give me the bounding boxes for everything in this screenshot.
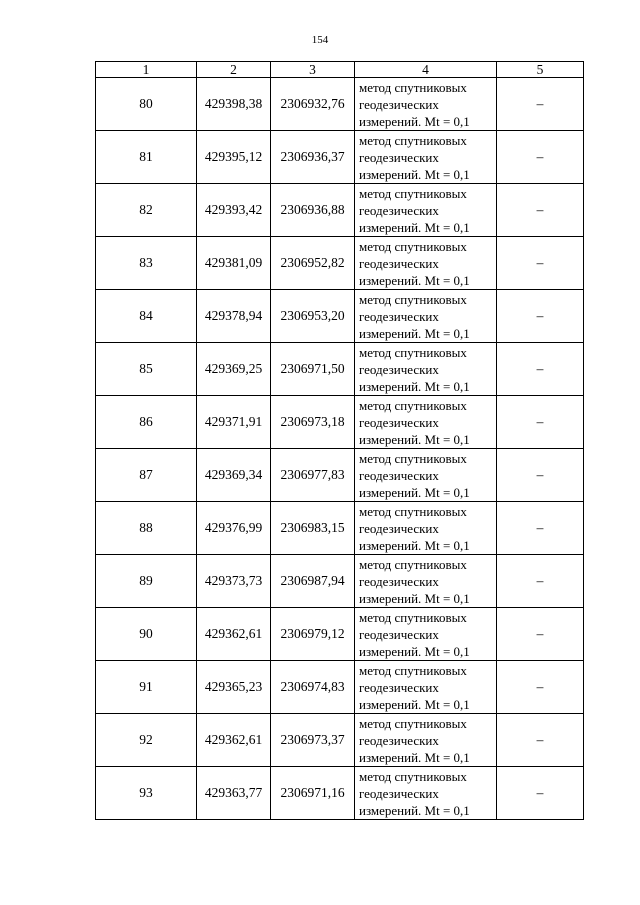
table-row [96,131,584,184]
y-coordinate-cell: 2306979,12 [271,608,355,661]
y-coordinate-cell: 2306983,15 [271,502,355,555]
method-cell [355,78,497,131]
table-row [96,449,584,502]
point-number-cell: 80 [96,78,197,131]
method-text-line: геодезических [359,520,439,536]
point-number-cell: 93 [96,767,197,820]
table-row [96,78,584,131]
table-row [96,714,584,767]
description-cell: – [497,555,584,608]
point-number-cell: 90 [96,608,197,661]
method-cell [355,396,497,449]
point-number-cell: 86 [96,396,197,449]
method-text-line: геодезических [359,361,439,377]
x-coordinate-cell: 429395,12 [197,131,271,184]
header-col-1: 1 [96,62,197,78]
method-text-line: геодезических [359,308,439,324]
method-text-line: измерений. Mt = 0,1 [359,484,470,500]
method-text-line: измерений. Mt = 0,1 [359,749,470,765]
y-coordinate-cell: 2306936,88 [271,184,355,237]
y-coordinate-cell: 2306987,94 [271,555,355,608]
method-text-line: измерений. Mt = 0,1 [359,696,470,712]
x-coordinate-cell: 429362,61 [197,608,271,661]
x-coordinate-cell: 429369,34 [197,449,271,502]
point-number-cell: 89 [96,555,197,608]
point-number-cell: 88 [96,502,197,555]
table-row [96,767,584,820]
table-body [96,78,584,820]
method-cell [355,555,497,608]
description-cell: – [497,449,584,502]
x-coordinate-cell: 429378,94 [197,290,271,343]
description-cell: – [497,184,584,237]
method-text-line: метод спутниковых [359,556,467,572]
table-row [96,502,584,555]
method-cell [355,131,497,184]
method-text-line: метод спутниковых [359,609,467,625]
method-text-line: измерений. Mt = 0,1 [359,431,470,447]
method-text-line: метод спутниковых [359,503,467,519]
point-number-cell: 85 [96,343,197,396]
method-text-line: геодезических [359,785,439,801]
table-row [96,661,584,714]
point-number-cell: 92 [96,714,197,767]
description-cell: – [497,661,584,714]
method-cell [355,237,497,290]
method-cell [355,608,497,661]
method-text-line: метод спутниковых [359,132,467,148]
table-row [96,608,584,661]
method-text-line: геодезических [359,96,439,112]
method-cell [355,290,497,343]
x-coordinate-cell: 429369,25 [197,343,271,396]
method-cell [355,767,497,820]
method-text-line: геодезических [359,255,439,271]
method-text-line: геодезических [359,149,439,165]
x-coordinate-cell: 429363,77 [197,767,271,820]
method-text-line: геодезических [359,626,439,642]
method-cell [355,449,497,502]
table-row [96,396,584,449]
header-row [96,62,584,78]
header-col-3: 3 [271,62,355,78]
method-text-line: метод спутниковых [359,79,467,95]
table-header [96,62,584,78]
method-text-line: метод спутниковых [359,185,467,201]
y-coordinate-cell: 2306971,16 [271,767,355,820]
table-row [96,237,584,290]
header-col-5: 5 [497,62,584,78]
method-text-line: метод спутниковых [359,715,467,731]
method-text-line: измерений. Mt = 0,1 [359,590,470,606]
point-number-cell: 82 [96,184,197,237]
method-text-line: измерений. Mt = 0,1 [359,325,470,341]
description-cell: – [497,767,584,820]
description-cell: – [497,290,584,343]
x-coordinate-cell: 429376,99 [197,502,271,555]
method-text-line: метод спутниковых [359,344,467,360]
point-number-cell: 83 [96,237,197,290]
method-text-line: геодезических [359,414,439,430]
method-cell [355,184,497,237]
y-coordinate-cell: 2306974,83 [271,661,355,714]
method-cell [355,714,497,767]
x-coordinate-cell: 429381,09 [197,237,271,290]
x-coordinate-cell: 429373,73 [197,555,271,608]
y-coordinate-cell: 2306973,18 [271,396,355,449]
method-text-line: метод спутниковых [359,238,467,254]
coordinates-table [95,61,584,820]
description-cell: – [497,237,584,290]
description-cell: – [497,608,584,661]
method-text-line: метод спутниковых [359,291,467,307]
method-cell [355,661,497,714]
method-text-line: измерений. Mt = 0,1 [359,166,470,182]
method-text-line: измерений. Mt = 0,1 [359,113,470,129]
table-row [96,555,584,608]
header-col-2: 2 [197,62,271,78]
method-text-line: геодезических [359,573,439,589]
y-coordinate-cell: 2306953,20 [271,290,355,343]
method-text-line: метод спутниковых [359,768,467,784]
description-cell: – [497,343,584,396]
x-coordinate-cell: 429365,23 [197,661,271,714]
method-text-line: геодезических [359,732,439,748]
method-text-line: геодезических [359,202,439,218]
table-row [96,343,584,396]
description-cell: – [497,714,584,767]
header-col-4: 4 [355,62,497,78]
description-cell: – [497,131,584,184]
description-cell: – [497,78,584,131]
y-coordinate-cell: 2306973,37 [271,714,355,767]
method-text-line: измерений. Mt = 0,1 [359,537,470,553]
method-text-line: геодезических [359,467,439,483]
description-cell: – [497,396,584,449]
y-coordinate-cell: 2306952,82 [271,237,355,290]
x-coordinate-cell: 429398,38 [197,78,271,131]
method-text-line: геодезических [359,679,439,695]
page-number: 154 [311,34,329,46]
method-cell [355,343,497,396]
method-text-line: измерений. Mt = 0,1 [359,219,470,235]
x-coordinate-cell: 429362,61 [197,714,271,767]
table-row [96,290,584,343]
y-coordinate-cell: 2306971,50 [271,343,355,396]
method-text-line: метод спутниковых [359,397,467,413]
x-coordinate-cell: 429371,91 [197,396,271,449]
method-cell [355,502,497,555]
y-coordinate-cell: 2306977,83 [271,449,355,502]
method-text-line: метод спутниковых [359,662,467,678]
point-number-cell: 81 [96,131,197,184]
method-text-line: измерений. Mt = 0,1 [359,802,470,818]
method-text-line: измерений. Mt = 0,1 [359,643,470,659]
table-row [96,184,584,237]
point-number-cell: 87 [96,449,197,502]
y-coordinate-cell: 2306932,76 [271,78,355,131]
method-text-line: метод спутниковых [359,450,467,466]
method-text-line: измерений. Mt = 0,1 [359,272,470,288]
description-cell: – [497,502,584,555]
point-number-cell: 91 [96,661,197,714]
x-coordinate-cell: 429393,42 [197,184,271,237]
method-text-line: измерений. Mt = 0,1 [359,378,470,394]
y-coordinate-cell: 2306936,37 [271,131,355,184]
point-number-cell: 84 [96,290,197,343]
